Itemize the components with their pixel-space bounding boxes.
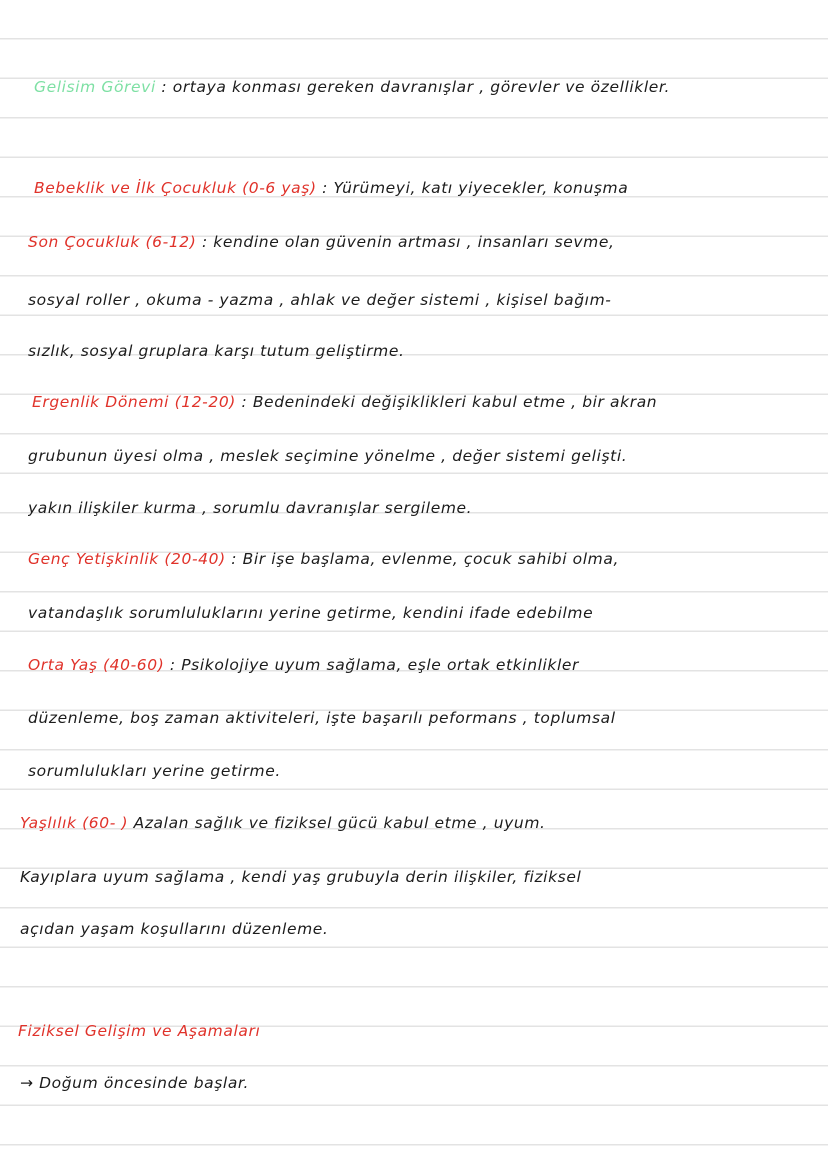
stage-text: sosyal roller , okuma - yazma , ahlak ve değer sistemi , kişisel bağım- bbox=[28, 291, 612, 309]
stage-text: : kendine olan güvenin artması , insanları sevme, bbox=[201, 233, 615, 251]
note-line-8 bbox=[28, 488, 828, 528]
note-line-6 bbox=[32, 382, 828, 422]
note-line-11 bbox=[28, 645, 828, 685]
stage-label: Ergenlik Dönemi (12-20) bbox=[32, 393, 236, 411]
bullet-text: → Doğum öncesinde başlar. bbox=[20, 1074, 249, 1092]
note-line-1 bbox=[34, 67, 828, 107]
stage-label: Bebeklik ve İlk Çocukluk (0-6 yaş) bbox=[34, 179, 317, 197]
note-line-10 bbox=[28, 593, 828, 633]
stage-label: Yaşlılık (60- ) bbox=[20, 814, 129, 832]
stage-text: yakın ilişkiler kurma , sorumlu davranışlar sergileme. bbox=[28, 499, 473, 517]
note-line-12 bbox=[28, 698, 828, 738]
stage-text: sorumlulukları yerine getirme. bbox=[28, 762, 281, 780]
note-line-13 bbox=[28, 751, 828, 791]
note-line-18 bbox=[20, 1063, 828, 1103]
note-line-15 bbox=[20, 857, 828, 897]
note-line-9 bbox=[28, 539, 828, 579]
section-heading bbox=[18, 1011, 828, 1051]
stage-text: açıdan yaşam koşullarını düzenleme. bbox=[20, 920, 329, 938]
note-line-7 bbox=[28, 436, 828, 476]
stage-text: sızlık, sosyal gruplara karşı tutum geliştirme. bbox=[28, 342, 405, 360]
stage-text: vatandaşlık sorumluluklarını yerine getirme, kendini ifade edebilme bbox=[28, 604, 594, 622]
stage-label: Orta Yaş (40-60) bbox=[28, 656, 165, 674]
stage-text: : Bir işe başlama, evlenme, çocuk sahibi olma, bbox=[231, 550, 619, 568]
stage-text: grubunun üyesi olma , meslek seçimine yönelme , değer sistemi gelişti. bbox=[28, 447, 628, 465]
note-line-14 bbox=[20, 803, 828, 843]
stage-label: Genç Yetişkinlik (20-40) bbox=[28, 550, 226, 568]
stage-text: Kayıplara uyum sağlama , kendi yaş grubuyla derin ilişkiler, fiziksel bbox=[20, 868, 582, 886]
term-text: : ortaya konması gereken davranışlar , görevler ve özellikler. bbox=[161, 78, 671, 96]
note-line-4 bbox=[28, 280, 828, 320]
note-line-3 bbox=[28, 222, 828, 262]
stage-text: : Bedenindeki değişiklikleri kabul etme , bir akran bbox=[241, 393, 658, 411]
stage-label: Son Çocukluk (6-12) bbox=[28, 233, 197, 251]
heading-label: Fiziksel Gelişim ve Aşamaları bbox=[18, 1022, 261, 1040]
stage-text: düzenleme, boş zaman aktiviteleri, işte başarılı peformans , toplumsal bbox=[28, 709, 616, 727]
stage-text: Azalan sağlık ve fiziksel gücü kabul etme , uyum. bbox=[128, 814, 546, 832]
term-label: Gelisim Görevi bbox=[34, 78, 156, 96]
note-line-2 bbox=[34, 168, 828, 208]
note-line-16 bbox=[20, 909, 828, 949]
stage-text: : Psikolojiye uyum sağlama, eşle ortak etkinlikler bbox=[169, 656, 580, 674]
note-line-5 bbox=[28, 331, 828, 371]
stage-text: : Yürümeyi, katı yiyecekler, konuşma bbox=[322, 179, 629, 197]
